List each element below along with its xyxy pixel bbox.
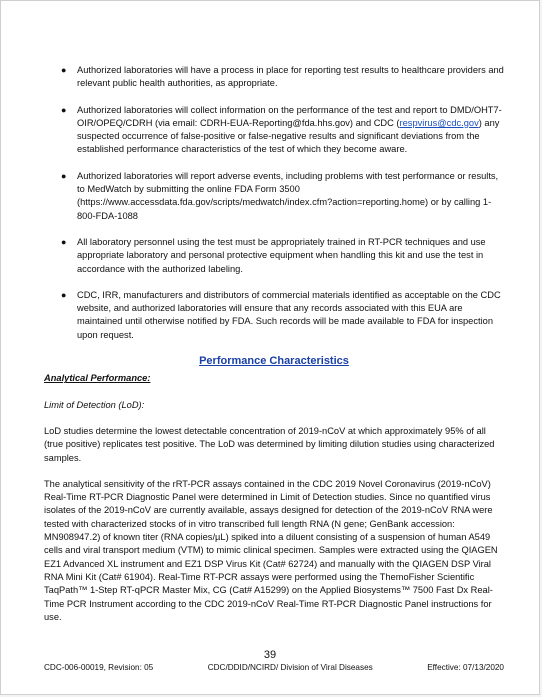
footer-effective-date: Effective: 07/13/2020 — [427, 663, 504, 672]
list-item-text-before-link: Authorized laboratories will collect information on the performance of the test and report to DMD/OHT7-OIR/OPEQ/CDRH (via email: CDRH-EUA-Reporting@fda.hhs.gov) and CDC ( — [77, 104, 502, 128]
page-number: 39 — [263, 649, 277, 661]
page-footer — [44, 663, 504, 672]
respvirus-email-link[interactable]: respvirus@cdc.gov — [399, 117, 479, 128]
footer-document-id: CDC-006-00019, Revision: 05 — [44, 663, 154, 672]
bullet-icon: ● — [61, 104, 67, 115]
page-content — [44, 64, 504, 637]
analytical-performance-heading: Analytical Performance: — [44, 373, 151, 384]
lod-paragraph: LoD studies determine the lowest detectable concentration of 2019-nCoV at which approximately 95% of all (true positive) replicates test positive. The LoD was determined by limiting dilution studies using characterized samples. — [44, 425, 495, 463]
list-item — [44, 236, 504, 276]
list-item-text: Authorized laboratories will have a process in place for reporting test results to healthcare providers and relevant public health authorities, as appropriate. — [77, 65, 504, 89]
analytical-sensitivity-paragraph: The analytical sensitivity of the rRT-PCR assays contained in the CDC 2019 Novel Coronavirus (2019-nCoV) Real-Time RT-PCR Diagnostic Panel were determined in Limit of Detection studies. Since no quantified virus isolates of the 2019-nCoV are currently available, assays designed for detection of the 2019-nCoV RNA were tested with characterized stocks of in vitro transcribed full length RNA (N gene; GenBank accession: MN908947.2) of known titer (RNA copies/µL) spiked into a diluent consisting of a suspension of human A549 cells and viral transport medium (VTM) to mimic clinical specimen. Samples were extracted using the QIAGEN EZ1 Advanced XL instrument and EZ1 DSP Virus Kit (Cat# 62724) and manually with the QIAGEN DSP Viral RNA Mini Kit (Cat# 61904). Real-Time RT-PCR assays were performed using the ThemoFisher Scientific TaqPath™ 1-Step RT-qPCR Master Mix, CG (Cat# A15299) on the Applied Biosystems™ 7500 Fast Dx Real-Time PCR Instrument according to the CDC 2019-nCoV Real-Time RT-PCR Diagnostic Panel instructions for use. — [44, 478, 498, 622]
list-item — [44, 64, 504, 91]
list-item-text-after-link: ) any suspected occurrence of false-positive or false-negative results and significant deviations from the established performance characteristics of the test of which they become aware. — [77, 117, 500, 155]
requirements-list — [44, 64, 504, 342]
footer-division: CDC/DDID/NCIRD/ Division of Viral Diseases — [207, 663, 373, 672]
list-item — [44, 170, 504, 223]
limit-of-detection-heading: Limit of Detection (LoD): — [44, 399, 145, 410]
list-item-text — [77, 105, 502, 155]
bullet-icon: ● — [61, 289, 67, 300]
list-item — [44, 289, 504, 342]
bullet-icon: ● — [61, 170, 67, 181]
list-item — [44, 104, 504, 157]
bullet-icon: ● — [61, 65, 67, 75]
bullet-icon: ● — [61, 236, 67, 247]
list-item-text: All laboratory personnel using the test must be appropriately trained in RT-PCR techniques and use appropriate laboratory and personal protective equipment when handling this kit and use the test in accordance with the authorized labeling. — [77, 236, 486, 274]
performance-characteristics-heading: Performance Characteristics — [199, 355, 349, 368]
list-item-text: CDC, IRR, manufacturers and distributors of commercial materials identified as acceptable on the CDC website, and authorized laboratories will ensure that any records associated with this EUA are maintained until otherwise notified by FDA. Such records will be made available to FDA for inspection upon request. — [77, 289, 501, 340]
list-item-text: Authorized laboratories will report adverse events, including problems with test performance or results, to MedWatch by submitting the online FDA Form 3500 (https://www.accessdata.fda.gov/scripts/medwatch/index.cfm?action=reporting.home) or by calling 1-800-FDA-1088 — [77, 170, 499, 221]
